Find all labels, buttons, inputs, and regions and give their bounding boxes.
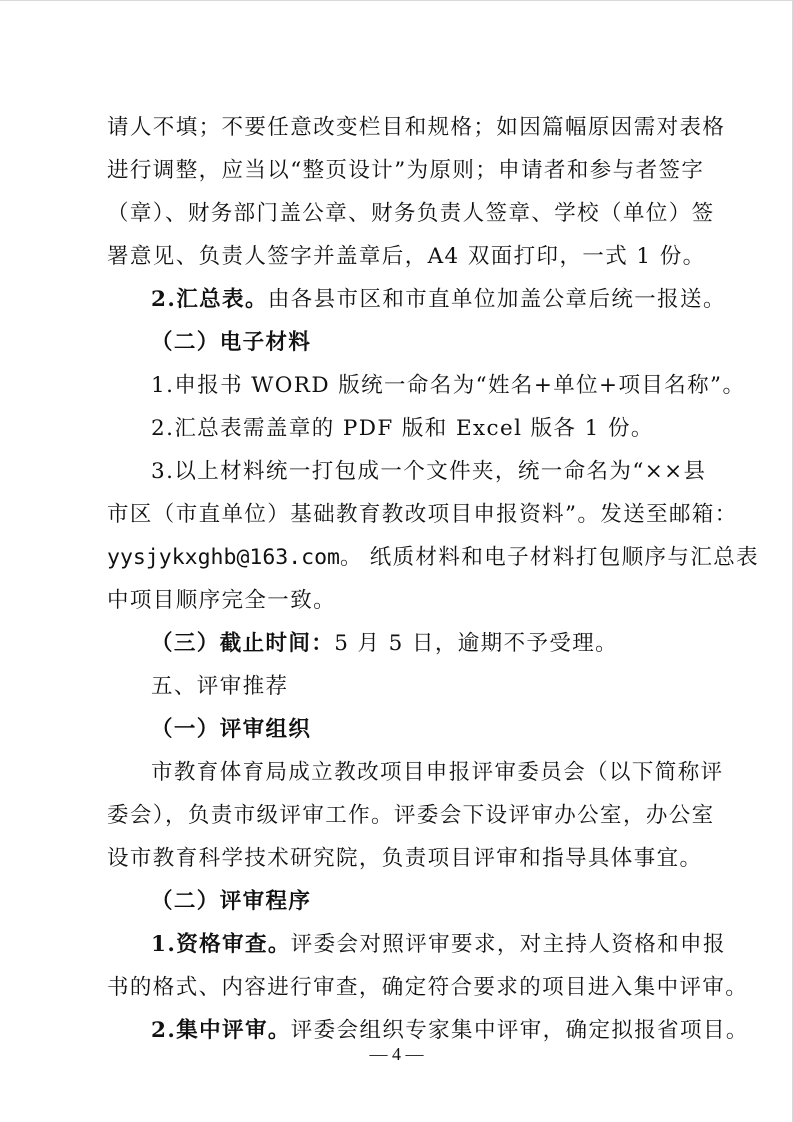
item-summary-table <box>107 278 726 321</box>
review-step-1-text: 评委会对照评审要求，对主持人资格和申报 <box>290 932 726 957</box>
review-procedure-heading: （二）评审程序 <box>151 889 312 914</box>
deadline-label: （三）截止时间： <box>151 631 335 656</box>
document-body <box>107 106 760 1052</box>
review-step-1-line-2: 书的格式、内容进行审查，确定符合要求的项目进入集中评审。 <box>107 975 749 1000</box>
item-summary-text: 由各县市区和市直单位加盖公章后统一报送。 <box>267 287 726 312</box>
email-address: yysjykxghb@163.com。 <box>107 545 362 570</box>
electronic-item-3-line-4: 中项目顺序完全一致。 <box>107 588 337 613</box>
page-edge-top <box>0 0 793 1</box>
paragraph-1-line-3: （章）、财务部门盖公章、财务负责人签章、学校（单位）签 <box>107 201 715 226</box>
review-organization-line-3: 设市教育科学技术研究院，负责项目评审和指导具体事宜。 <box>107 846 703 871</box>
section-5-heading: 五、评审推荐 <box>151 674 289 699</box>
paragraph-1-line-1: 请人不填；不要任意改变栏目和规格；如因篇幅原因需对表格 <box>107 115 726 140</box>
deadline-line <box>107 622 692 665</box>
review-organization-heading: （一）评审组织 <box>151 717 312 742</box>
review-organization-line-1: 市教育体育局成立教改项目申报评审委员会（以下简称评 <box>151 760 724 785</box>
review-step-1 <box>107 923 726 966</box>
review-step-1-label: 1.资格审查。 <box>151 932 291 957</box>
review-step-2-label: 2.集中评审。 <box>151 1018 291 1043</box>
review-organization-line-2: 委会），负责市级评审工作。评委会下设评审办公室，办公室 <box>107 803 715 828</box>
paragraph-1-line-4: 署意见、负责人签字并盖章后，A4 双面打印，一式 1 份。 <box>107 244 706 269</box>
electronic-item-3-line-2: 市区（市直单位）基础教育教改项目申报资料”。发送至邮箱： <box>107 502 738 527</box>
electronic-item-3-line-3 <box>107 536 760 579</box>
section-electronic-heading: （二）电子材料 <box>151 330 312 355</box>
electronic-item-2: 2.汇总表需盖章的 PDF 版和 Excel 版各 1 份。 <box>151 416 654 441</box>
electronic-item-3-line-3-rest: 纸质材料和电子材料打包顺序与汇总表 <box>361 545 760 570</box>
page-number: — 4 — <box>369 1044 424 1064</box>
electronic-item-1: 1.申报书 WORD 版统一命名为“姓名+单位+项目名称”。 <box>151 373 746 398</box>
electronic-item-3-line-1: 3.以上材料统一打包成一个文件夹，统一命名为“××县 <box>151 459 707 484</box>
review-step-2-text: 评委会组织专家集中评审，确定拟报省项目。 <box>290 1018 749 1043</box>
deadline-text: 5 月 5 日，逾期不予受理。 <box>334 631 619 656</box>
paragraph-1-line-2: 进行调整，应当以“整页设计”为原则；申请者和参与者签字 <box>107 158 705 183</box>
item-summary-label: 2.汇总表。 <box>151 287 268 312</box>
